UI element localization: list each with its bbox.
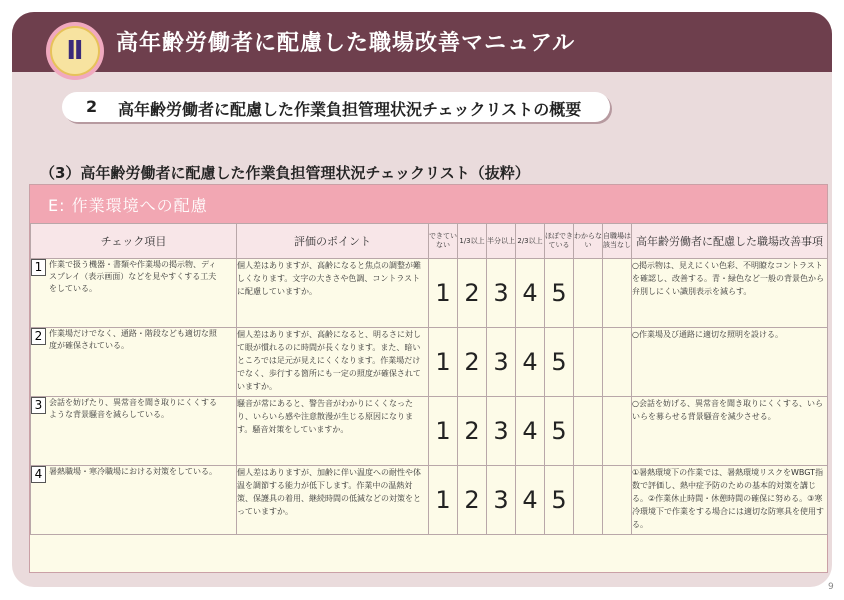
check-item-cell (31, 466, 237, 535)
score-option-na[interactable] (603, 397, 632, 466)
checklist-card-header (30, 185, 827, 223)
item-number: 1 (31, 259, 46, 276)
score-option-2[interactable]: 2 (458, 397, 487, 466)
score-option-na[interactable] (603, 466, 632, 535)
section-title: （3）高年齢労働者に配慮した作業負担管理状況チェックリスト（抜粋） (40, 164, 530, 182)
eval-point-cell: 個人差はありますが、加齢に伴い温度への耐性や体温を調節する能力が低下します。作業中の温熱対策、保護具の着用、継続時間の低減などの対策をとっていますか。 (237, 466, 429, 535)
score-option-unknown[interactable] (574, 328, 603, 397)
check-item-text: 作業場だけでなく、通路・階段なども適切な照度が確保されている。 (49, 329, 217, 350)
col-header-score-3: 半分以上 (487, 224, 516, 259)
table-row (31, 259, 828, 328)
score-option-2[interactable]: 2 (458, 466, 487, 535)
score-option-4[interactable]: 4 (516, 328, 545, 397)
score-option-2[interactable]: 2 (458, 259, 487, 328)
checklist-table (30, 223, 828, 535)
item-number: 4 (31, 466, 46, 483)
eval-point-cell: 個人差はありますが、高齢になると、明るさに対して眼が慣れるのに時間が長くなります。また、暗いところでは足元が見えにくくなります。作業場だけでなく、歩行する箇所にも一定の照度が確保されていますか。 (237, 328, 429, 397)
score-option-5[interactable]: 5 (545, 328, 574, 397)
col-header-score-5: ほぼできている (545, 224, 574, 259)
col-header-improve: 高年齢労働者に配慮した職場改善事項 (632, 224, 828, 259)
score-option-unknown[interactable] (574, 397, 603, 466)
check-item-text: 会話を妨げたり、異常音を聞き取りにくくするような背景騒音を減らしている。 (49, 398, 217, 419)
subheader-title: 高年齢労働者に配慮した作業負担管理状況チェックリストの概要 (118, 100, 582, 119)
checklist-card (29, 184, 828, 573)
subheader-pill (62, 92, 610, 122)
table-row (31, 397, 828, 466)
score-option-4[interactable]: 4 (516, 466, 545, 535)
item-number: 2 (31, 328, 46, 345)
check-item-cell (31, 259, 237, 328)
score-option-5[interactable]: 5 (545, 397, 574, 466)
score-option-2[interactable]: 2 (458, 328, 487, 397)
score-option-4[interactable]: 4 (516, 259, 545, 328)
col-header-score-1: できていない (429, 224, 458, 259)
col-header-score-4: 2/3以上 (516, 224, 545, 259)
score-option-4[interactable]: 4 (516, 397, 545, 466)
col-header-unknown: わからない (574, 224, 603, 259)
score-option-5[interactable]: 5 (545, 259, 574, 328)
score-option-3[interactable]: 3 (487, 259, 516, 328)
page-number: 9 (828, 582, 834, 592)
score-option-unknown[interactable] (574, 466, 603, 535)
score-option-1[interactable]: 1 (429, 328, 458, 397)
chapter-banner (12, 12, 832, 72)
score-option-na[interactable] (603, 259, 632, 328)
score-option-3[interactable]: 3 (487, 328, 516, 397)
eval-point-cell: 個人差はありますが、高齢になると焦点の調整が難しくなります。文字の大きさや色調、コントラストに配慮していますか。 (237, 259, 429, 328)
table-row (31, 466, 828, 535)
score-option-1[interactable]: 1 (429, 466, 458, 535)
improve-cell: ○掲示物は、見えにくい色彩、不明瞭なコントラストを確認し、改善する。青・緑色など一般の背景色から弁別しにくい識別表示を減らす。 (632, 259, 828, 328)
chapter-number-badge: Ⅱ (50, 26, 100, 76)
col-header-item: チェック項目 (31, 224, 237, 259)
table-row (31, 328, 828, 397)
score-option-3[interactable]: 3 (487, 397, 516, 466)
check-item-text: 暑熱職場・寒冷職場における対策をしている。 (49, 467, 217, 476)
item-number: 3 (31, 397, 46, 414)
table-header-row (31, 224, 828, 259)
score-option-na[interactable] (603, 328, 632, 397)
checklist-card-title: E: 作業環境への配慮 (48, 196, 208, 215)
score-option-1[interactable]: 1 (429, 259, 458, 328)
improve-cell: ○会話を妨げる、異常音を聞き取りにくくする、いらいらを募らせる背景騒音を減少させる。 (632, 397, 828, 466)
score-option-unknown[interactable] (574, 259, 603, 328)
eval-point-cell: 騒音が常にあると、警告音がわかりにくくなったり、いらいら感や注意散漫が生じる原因になります。騒音対策をしていますか。 (237, 397, 429, 466)
score-option-5[interactable]: 5 (545, 466, 574, 535)
improve-cell: ○作業場及び通路に適切な照明を設ける。 (632, 328, 828, 397)
col-header-na: 自職場は該当なし (603, 224, 632, 259)
check-item-text: 作業で扱う機器・書類や作業場の掲示物、ディスプレイ（表示画面）などを見やすくする工夫をしている。 (49, 260, 217, 293)
subheader-number: 2 (86, 97, 98, 116)
check-item-cell (31, 397, 237, 466)
col-header-point: 評価のポイント (237, 224, 429, 259)
check-item-cell (31, 328, 237, 397)
col-header-score-2: 1/3以上 (458, 224, 487, 259)
score-option-1[interactable]: 1 (429, 397, 458, 466)
page-frame (12, 12, 832, 587)
score-option-3[interactable]: 3 (487, 466, 516, 535)
improve-cell: ①暑熱環境下の作業では、暑熱環境リスクをWBGT指数で評価し、熱中症予防のための基本的対策を講じる。②作業休止時間・休憩時間の確保に努める。③寒冷環境下で作業をする場合には適切な防寒具を使用する。 (632, 466, 828, 535)
chapter-title: 高年齢労働者に配慮した職場改善マニュアル (116, 31, 576, 56)
